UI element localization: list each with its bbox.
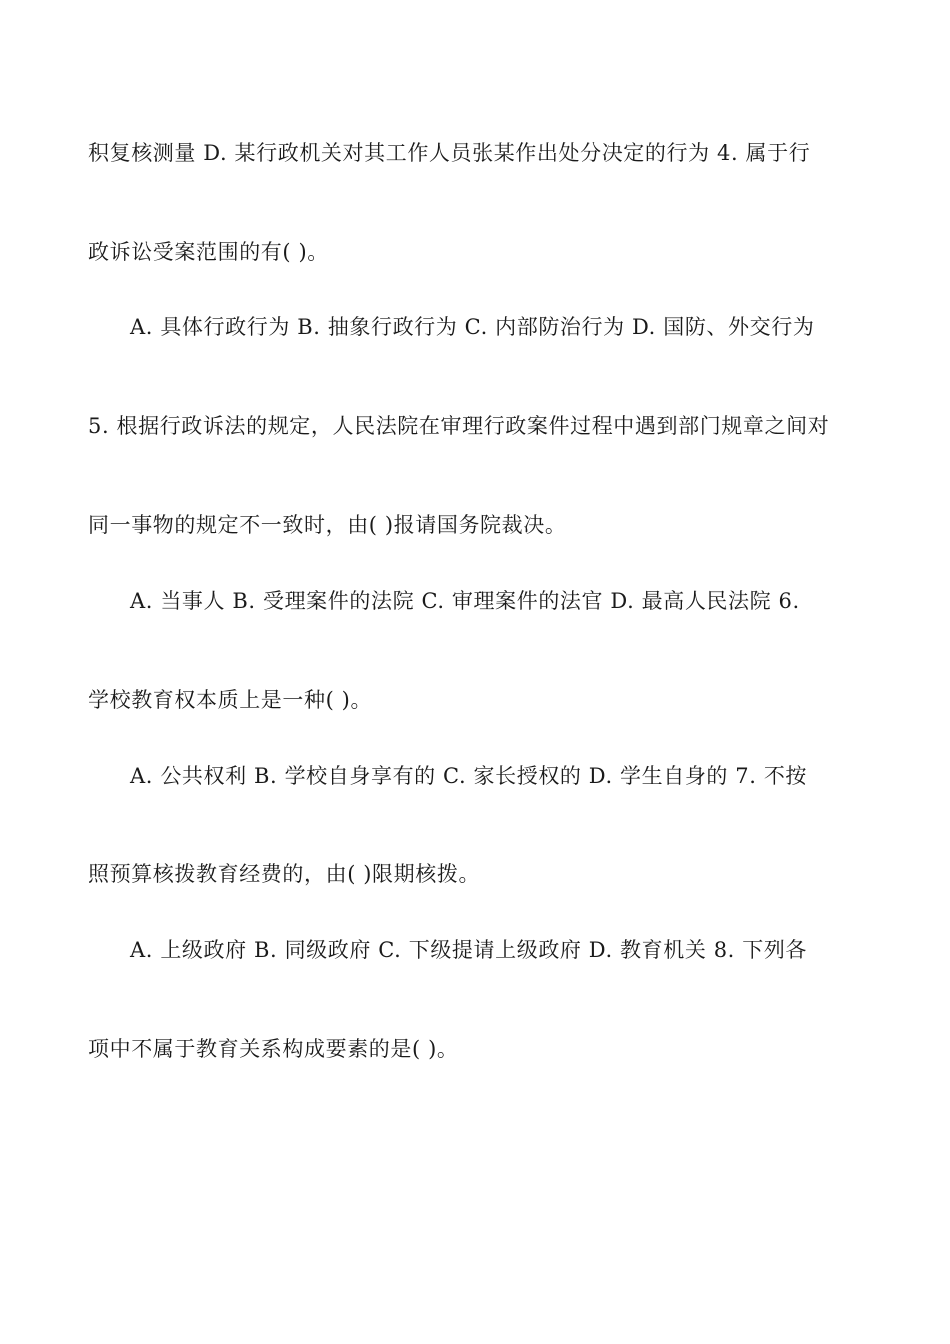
question-7-options: A. 上级政府 B. 同级政府 C. 下级提请上级政府 D. 教育机关 8. 下列各 [130,938,808,962]
question-8-stem-end: 项中不属于教育关系构成要素的是( )。 [88,1037,459,1061]
text-line: 积复核测量 D. 某行政机关对其工作人员张某作出处分决定的行为 4. 属于行 [88,141,811,165]
question-6-stem-end: 学校教育权本质上是一种( )。 [88,688,373,712]
question-5-stem: 5. 根据行政诉法的规定，人民法院在审理行政案件过程中遇到部门规章之间对 [88,414,830,438]
question-5-options: A. 当事人 B. 受理案件的法院 C. 审理案件的法官 D. 最高人民法院 6. [130,589,800,613]
question-4-stem-end: 政诉讼受案范围的有( )。 [88,240,329,264]
question-6-options: A. 公共权利 B. 学校自身享有的 C. 家长授权的 D. 学生自身的 7. 不按 [130,764,808,788]
question-5-stem-end: 同一事物的规定不一致时，由( )报请国务院裁决。 [88,513,567,537]
question-4-options: A. 具体行政行为 B. 抽象行政行为 C. 内部防治行为 D. 国防、外交行为 [130,315,815,339]
question-7-stem-end: 照预算核拨教育经费的，由( )限期核拨。 [88,862,481,886]
